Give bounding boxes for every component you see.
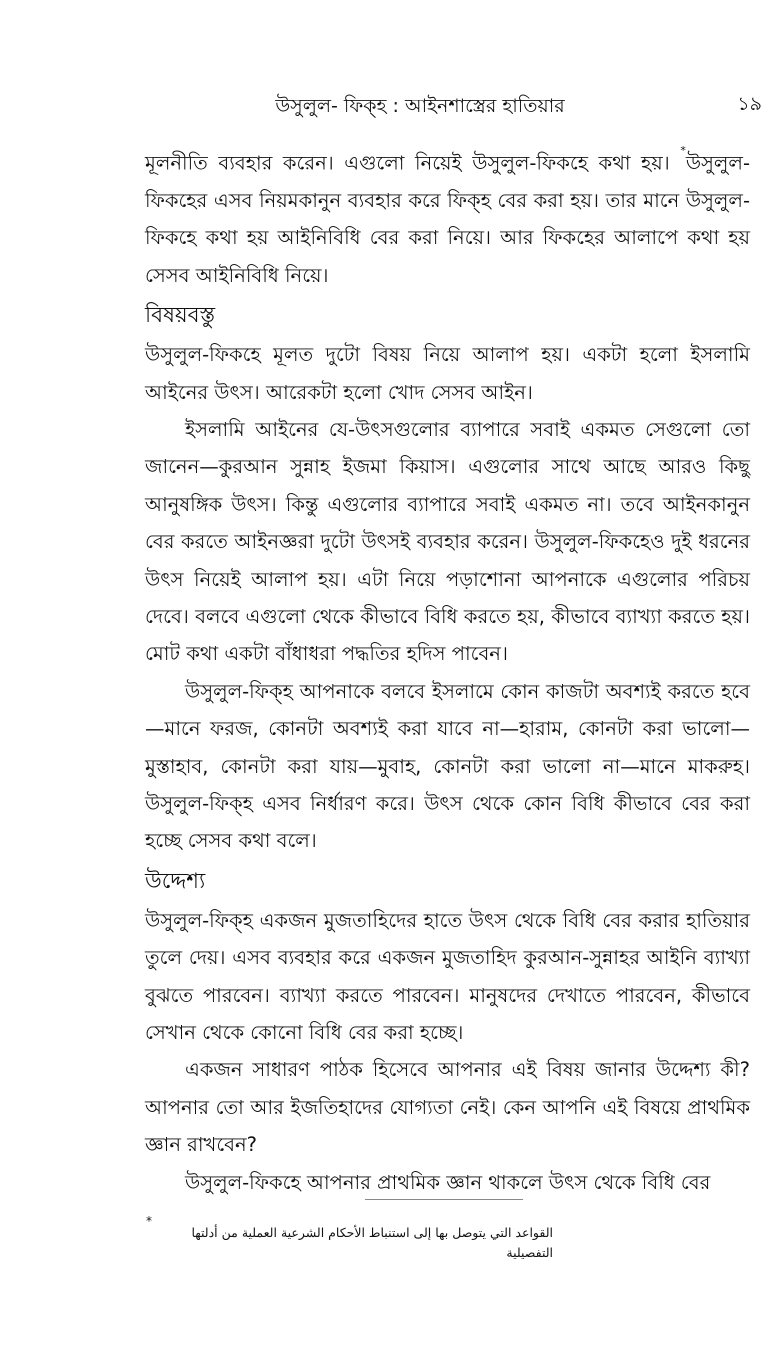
paragraph-7: উসুলুল-ফিকহে আপনার প্রাথমিক জ্ঞান থাকলে উৎস থেকে বিধি বের	[185, 1170, 711, 1194]
footnote-divider	[365, 1199, 523, 1200]
footnote-reference[interactable]: *	[680, 144, 686, 157]
paragraph-4: উসুলুল-ফিক্‌হ আপনাকে বলবে ইসলামে কোন কাজটা অবশ্যই করতে হবে—মানে ফরজ, কোনটা অবশ্যই করা যাবে না—হারাম, কোনটা করা ভালো—মুস্তাহাব, কোনটা করা যায়—মুবাহ, কোনটা করা ভালো না—মানে মাকরুহ। উসুলুল-ফিক্‌হ এসব নির্ধারণ করে। উৎস থেকে কোন বিধি কীভাবে বের করা হচ্ছে সেসব কথা বলে।	[145, 679, 750, 853]
section-heading-subject-matter: বিষয়বস্তু	[145, 303, 216, 329]
paragraph-2: উসুলুল-ফিকহে মূলত দুটো বিষয় নিয়ে আলাপ হয়। একটা হলো ইসলামি আইনের উৎস। আরেকটা হলো খোদ সেসব আইন।	[145, 343, 750, 404]
footnote-arabic-text: القواعد التي يتوصل بها إلى استنباط الأحكام الشرعية العملية من أدلتها التفصيلية	[191, 1225, 553, 1260]
paragraph-1-continued: উসুলুল-ফিকহের এসব নিয়মকানুন ব্যবহার করে ফিক্‌হ বের করা হয়। তার মানে উসুলুল-ফিকহে কথা হয় আইনিবিধি বের করা নিয়ে। আর ফিকহের আলাপে কথা হয় সেসব আইনিবিধি নিয়ে।	[145, 151, 750, 287]
paragraph-1-text: মূলনীতি ব্যবহার করেন। এগুলো নিয়েই উসুলুল-ফিকহে কথা হয়।	[145, 151, 670, 175]
paragraph-3: ইসলামি আইনের যে-উৎসগুলোর ব্যাপারে সবাই একমত সেগুলো তো জানেন—কুরআন সুন্নাহ ইজমা কিয়াস। এগুলোর সাথে আছে আরও কিছু আনুষঙ্গিক উৎস। কিন্তু এগুলোর ব্যাপারে সবাই একমত না। তবে আইনকানুন বের করতে আইনজ্ঞরা দুটো উৎসই ব্যবহার করেন। উসুলুল-ফিকহেও দুই ধরনের উৎস নিয়েই আলাপ হয়। এটা নিয়ে পড়াশোনা আপনাকে এগুলোর পরিচয় দেবে। বলবে এগুলো থেকে কীভাবে বিধি করতে হয়, কীভাবে ব্যাখ্যা করতে হয়। মোট কথা একটা বাঁধাধরা পদ্ধতির হদিস পাবেন।	[145, 417, 750, 666]
running-header: উসুলুল- ফিক্‌হ : আইনশাস্ত্রের হাতিয়ার	[275, 95, 565, 117]
page-body	[145, 140, 750, 1201]
paragraph-5: উসুলুল-ফিক্‌হ একজন মুজতাহিদের হাতে উৎস থেকে বিধি বের করার হাতিয়ার তুলে দেয়। এসব ব্যবহার করে একজন মুজতাহিদ কুরআন-সুন্নাহর আইনি ব্যাখ্যা বুঝতে পারবেন। ব্যাখ্যা করতে পারবেন। মানুষদের দেখাতে পারবেন, কীভাবে সেখান থেকে কোনো বিধি বের করা হচ্ছে।	[145, 908, 750, 1045]
footnote-marker: *	[146, 1214, 152, 1228]
paragraph-6: একজন সাধারণ পাঠক হিসেবে আপনার এই বিষয় জানার উদ্দেশ্য কী? আপনার তো আর ইজতিহাদের যোগ্যতা নেই। কেন আপনি এই বিষয়ে প্রাথমিক জ্ঞান রাখবেন?	[145, 1058, 750, 1157]
page-number: ১৯	[737, 93, 762, 115]
paragraph-1	[145, 140, 750, 294]
section-heading-purpose: উদ্দেশ্য	[145, 868, 206, 894]
